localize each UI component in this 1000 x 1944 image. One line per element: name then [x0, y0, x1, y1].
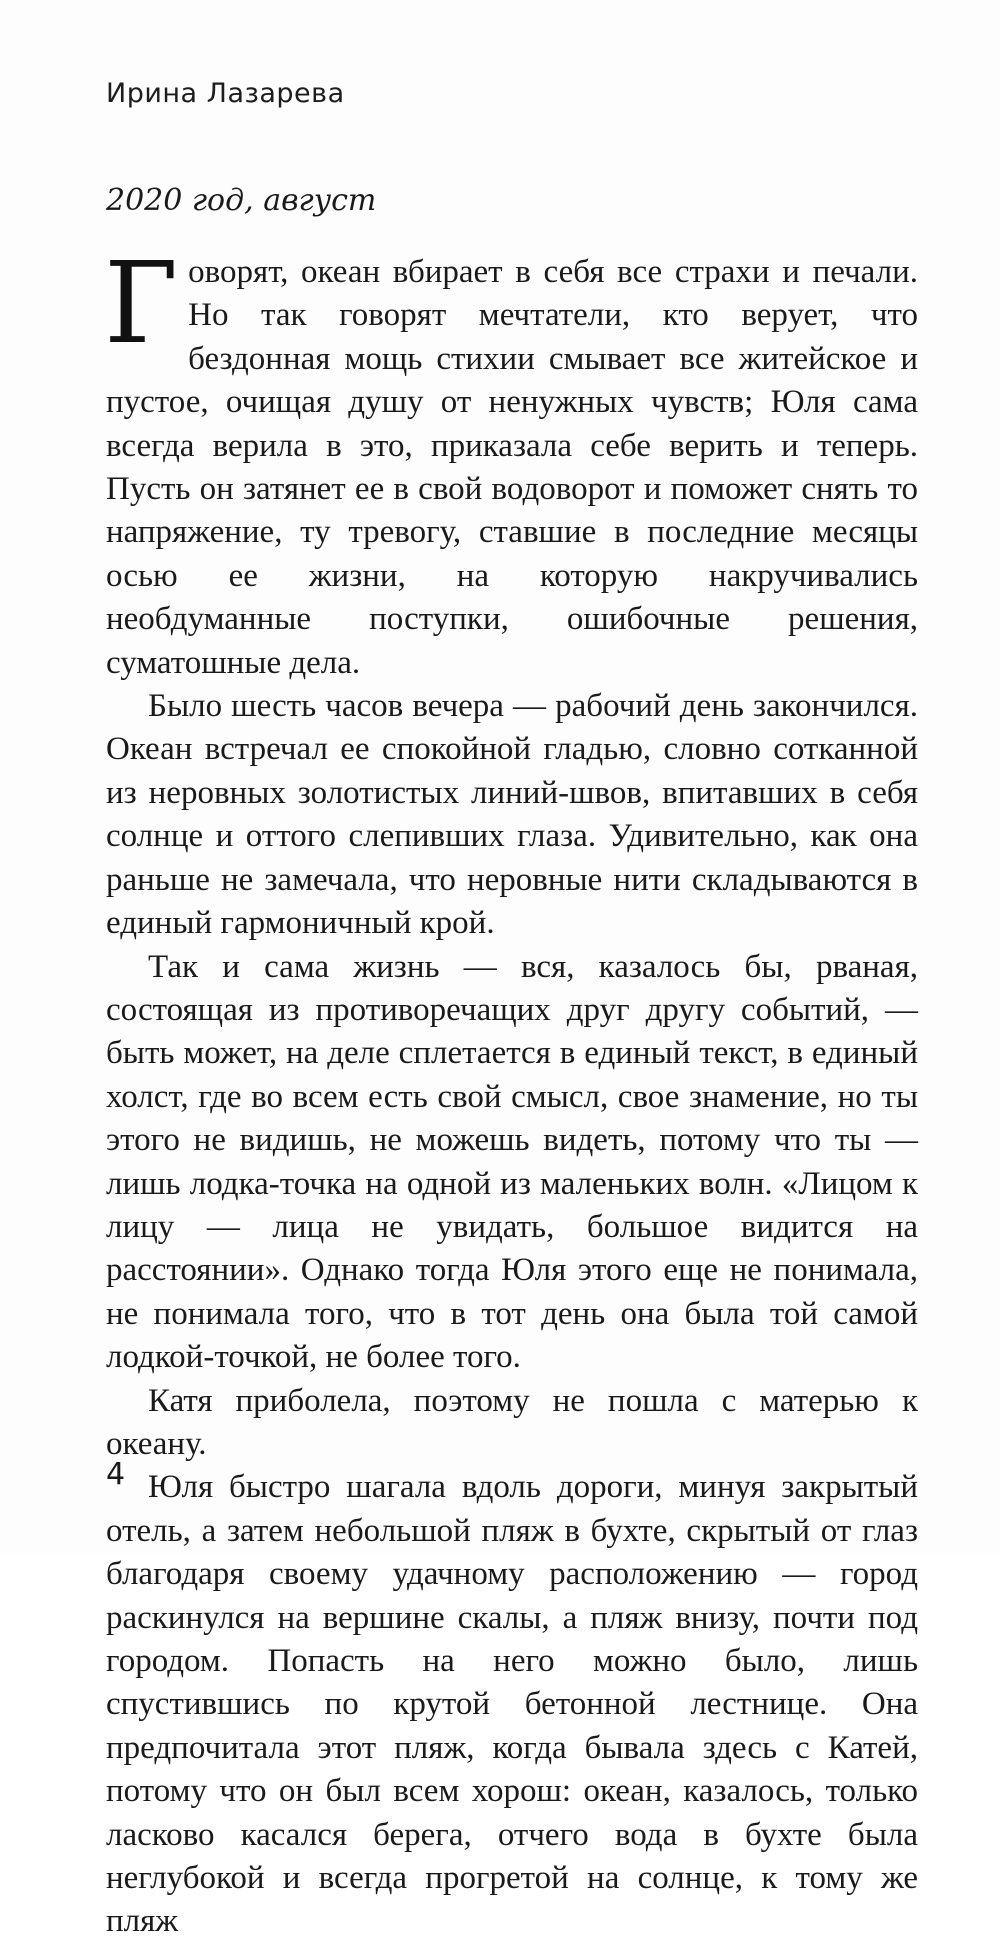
- paragraph-2: Было шесть часов вечера — рабочий день закончился. Океан встречал ее спокойной гладью, словно сотканной из неровных золотистых линий-швов, впитавших в себя солнце и оттого слепивших глаза. Удивительно, как она раньше не замечала, что неровные нити складываются в единый гармоничный крой.: [106, 688, 918, 942]
- paragraph-4: Катя приболела, поэтому не пошла с матерью к океану.: [106, 1382, 918, 1462]
- paragraph-5: Юля быстро шагала вдоль дороги, минуя закрытый отель, а затем небольшой пляж в бухте, скрытый от глаз благодаря своему удачному расположению — город раскинулся на вершине скалы, а пляж внизу, почти под городом. Попасть на него можно было, лишь спустившись по крутой бетонной лестнице. Она предпочитала этот пляж, когда бывала здесь с Катей, потому что он был всем хорош: океан, казалось, только ласково касался берега, отчего вода в бухте была неглубокой и всегда прогретой на солнце, к тому же пляж: [106, 1469, 918, 1940]
- paragraph-1: [104, 239, 918, 685]
- drop-cap: Г: [104, 239, 179, 369]
- chapter-date: 2020 год, август: [106, 183, 377, 218]
- paragraph-3: Так и сама жизнь — вся, казалось бы, рваная, состоящая из противоречащих друг другу событий, — быть может, на деле сплетается в единый текст, в единый холст, где во всем есть свой смысл, свое знамение, но ты этого не видишь, не можешь видеть, потому что ты — лишь лодка-точка на одной из маленьких волн. «Лицом к лицу — лица не увидать, большое видится на расстоянии». Однако тогда Юля этого еще не понимала, не понимала того, что в тот день она была той самой лодкой-точкой, не более того.: [106, 948, 918, 1376]
- paragraph-1-text: оворят, океан вбирает в себя все страхи и печали. Но так говорят мечтатели, кто верует, что бездонная мощь стихии смывает все житейское и пустое, очищая душу от ненужных чувств; Юля сама всегда верила в это, приказала себе верить и теперь. Пусть он затянет ее в свой водоворот и поможет снять то напряжение, ту тревогу, ставшие в последние месяцы осью ее жизни, на которую накручивались необдуманные поступки, ошибочные решения, суматошные дела.: [106, 254, 918, 681]
- body-text: [104, 239, 918, 1944]
- page-number: 4: [106, 1457, 126, 1492]
- running-head-author: Ирина Лазарева: [106, 78, 345, 109]
